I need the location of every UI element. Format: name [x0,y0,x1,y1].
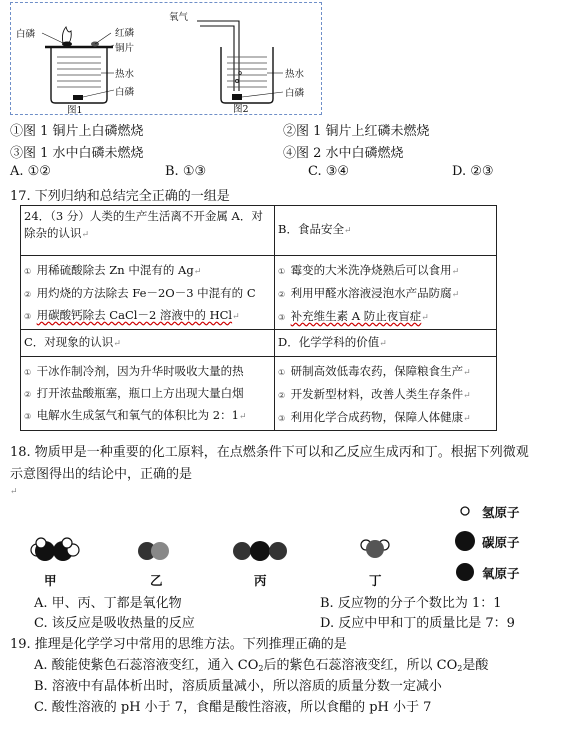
cell-c-head [21,330,275,357]
fig2-label-hot-water: 热水 [285,69,305,80]
return-mark: ↵ [379,338,387,349]
circled-3: ③ [24,312,32,321]
q19-a-part2: 后的紫色石蕊溶液变红，所以 CO [263,658,458,673]
subscript-2: 2 [258,664,264,673]
b-head: B．食品安全 [278,222,344,236]
q16-option-a[interactable]: A. ①② [10,164,51,179]
cell-a-items [21,256,275,330]
b-item-3: 补充维生素 A 防止夜盲症 [290,309,422,323]
q18-option-c[interactable]: C. 该反应是吸收热量的反应 [34,616,195,631]
q16-statement-4: ④图 2 水中白磷燃烧 [283,146,404,161]
cell-a-head [21,206,275,256]
q16-statement-1: ①图 1 铜片上白磷燃烧 [10,124,144,139]
white-phosphorus-fig2 [232,94,242,100]
return-mark: ↵ [193,267,202,277]
a-item-2: 用灼烧的方法除去 Fe－2O－3 中混有的 C [36,286,256,300]
d-item-1: 研制高效低毒农药，保障粮食生产 [290,364,464,378]
experiment-figure [10,2,322,115]
circled-2: ② [278,290,286,299]
c-item-2: 打开浓盐酸瓶塞，瓶口上方出现大量白烟 [36,386,244,400]
q19-option-a[interactable] [34,654,488,673]
white-phosphorus-in-water [73,95,83,100]
q18-stem-line2: 示意图得出的结论中，正确的是 [10,467,193,482]
q19-a-part3: 是酸 [462,658,489,673]
fig1-label-red-p: 红磷 [115,28,135,39]
return-mark: ↵ [81,230,90,240]
q18-option-a[interactable]: A. 甲、丙、丁都是氧化物 [34,596,182,611]
return-mark: ↵ [463,414,471,424]
legend-oxygen-icon [456,563,474,581]
circled-1: ① [278,267,286,276]
fig2-label-oxygen: 氧气 [169,12,189,23]
legend-hydrogen-label: 氢原子 [482,505,520,520]
circled-2: ② [24,390,32,399]
oxygen-tube [197,21,239,91]
fig1-label-white-p: 白磷 [16,29,36,40]
return-mark: ↵ [238,412,247,422]
molecule-yi [138,542,169,560]
molecule-bing [233,541,287,561]
circled-1: ① [24,368,32,377]
flame [62,27,71,43]
q18-stem-line1: 18. 物质甲是一种重要的化工原料，在点燃条件下可以和乙反应生成丙和丁。根据下列微观 [10,445,529,460]
circled-3: ③ [278,414,286,423]
q19-stem: 19. 推理是化学学习中常用的思维方法。下列推理正确的是 [10,637,347,652]
molecule-jia [31,538,79,561]
apparatus-drawing [11,3,323,116]
fig1-label-hot-water: 热水 [115,69,135,80]
circled-2: ② [278,391,286,400]
circled-3: ③ [24,412,32,421]
legend-carbon-label: 碳原子 [482,535,520,550]
cell-b-head [275,206,497,256]
cell-d-items [275,357,497,431]
fig2-label-white-p: 白磷 [285,88,305,99]
circled-1: ① [278,368,286,377]
circled-2: ② [24,290,32,299]
return-mark: ↵ [463,368,471,378]
fig1-caption: 图1 [67,105,83,116]
a-item-3: 用碳酸钙除去 CaCl－2 溶液中的 HCl [36,308,233,322]
q18-option-d[interactable]: D. 反应中甲和丁的质量比是 7：9 [320,616,515,631]
legend-hydrogen-icon [461,507,469,515]
return-mark: ↵ [421,313,429,323]
fig1-label-copper: 铜片 [115,43,135,54]
return-mark: ↵ [463,391,471,401]
q18-option-b[interactable]: B. 反应物的分子个数比为 1：1 [320,596,502,611]
return-mark: ↵ [113,338,121,349]
q19-option-b[interactable]: B. 溶液中有晶体析出时，溶质质量减小，所以溶质的质量分数一定减小 [34,679,442,694]
return-mark: ↵ [232,312,240,322]
fig2-beaker [197,21,283,103]
return-mark: ↵ [451,267,460,277]
cell-c-items [21,357,275,431]
q19-a-part1: A. 酸能使紫色石蕊溶液变红，通入 CO [34,658,259,673]
legend-carbon-icon [455,531,475,551]
fig2-caption: 图2 [233,104,249,115]
subscript-2: 2 [457,664,463,673]
circled-3: ③ [278,313,286,322]
label-yi: 乙 [150,573,163,588]
cell-d-head [275,330,497,357]
d-item-3: 利用化学合成药物，保障人体健康 [290,410,464,424]
fig1-label-white-p-bottom: 白磷 [115,87,135,98]
a-head-line1: 24．（3 分）人类的生产生活离不开金属 A．对 [24,209,263,223]
b-item-2: 利用甲醛水溶液浸泡水产品防腐 [290,286,452,300]
cell-b-items [275,256,497,330]
a-head-line2: 除杂的认识 [24,226,82,240]
q16-option-c[interactable]: C. ③④ [308,164,350,179]
q16-statement-3: ③图 1 水中白磷未燃烧 [10,146,144,161]
return-mark: ↵ [10,487,18,497]
return-mark: ↵ [343,226,352,236]
fig1-beaker [42,27,114,103]
d-head: D．化学学科的价值 [278,334,380,349]
q16-option-b[interactable]: B. ①③ [165,164,207,179]
d-item-2: 开发新型材料，改善人类生存条件 [290,387,464,401]
molecule-ding [361,540,389,558]
q17-stem: 17. 下列归纳和总结完全正确的一组是 [10,189,230,204]
q19-option-c[interactable]: C. 酸性溶液的 pH 小于 7，食醋是酸性溶液，所以食醋的 pH 小于 7 [34,700,432,715]
q17-table [20,205,497,431]
label-ding: 丁 [369,573,382,588]
c-item-3: 电解水生成氢气和氧气的体积比为 2：1 [36,408,239,422]
a-item-1: 用稀硫酸除去 Zn 中混有的 Ag [36,263,194,277]
label-bing: 丙 [254,573,267,588]
circled-1: ① [24,267,32,276]
legend-oxygen-label: 氧原子 [482,566,520,581]
b-item-1: 霉变的大米洗净烧熟后可以食用 [290,263,452,277]
c-head: C．对现象的认识 [24,334,114,349]
q16-statement-2: ②图 1 铜片上红磷未燃烧 [283,124,430,139]
c-item-1: 干冰作制冷剂，因为升华时吸收大量的热 [36,364,244,378]
q16-option-d[interactable]: D. ②③ [452,164,494,179]
label-jia: 甲 [44,573,57,588]
return-mark: ↵ [451,290,460,300]
